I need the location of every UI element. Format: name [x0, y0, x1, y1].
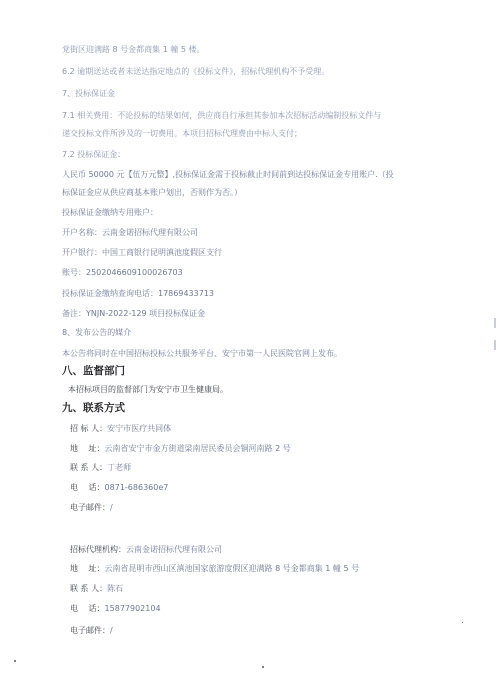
account-name: 开户名称：云南金诺招标代理有限公司: [62, 228, 198, 237]
agency-contact-row: [70, 583, 123, 594]
tenderer-email-row: [70, 502, 113, 513]
section-title: 八、监督部门: [62, 365, 125, 377]
field-label: 地 址：: [70, 564, 105, 573]
field-value: 15877902104: [104, 604, 161, 613]
text-line: 6.2 逾期送达或者未送达指定地点的《投标文件》，招标代理机构不予受理。: [62, 67, 330, 76]
field-label: 电 话：: [70, 483, 105, 492]
agency-row: [70, 544, 222, 555]
query-phone: 投标保证金缴纳查询电话：17869433713: [62, 289, 214, 298]
account-bank: 开户银行：中国工商银行昆明滇池度假区支行: [62, 248, 222, 257]
field-label: 联 系 人：: [70, 463, 108, 472]
field-value: 安宁市医疗共同体: [107, 424, 172, 433]
field-label: 招 标 人：: [70, 424, 108, 433]
field-value: 云南金诺招标代理有限公司: [126, 545, 222, 554]
text-line: 人民币 50000 元【伍万元整】,投标保证金需于投标截止时间前到达投标保证金专用账户.（投: [62, 170, 394, 179]
tenderer-contact-row: [70, 462, 131, 473]
field-label: 联 系 人：: [70, 584, 108, 593]
remark: 备注：YNJN-2022-129 项目投标保证金: [62, 309, 206, 318]
text-line: 标保证金应从供应商基本账户划出，否则作为否。）: [62, 188, 242, 197]
field-value: 丁老师: [107, 463, 132, 472]
section-body: 本招标项目的监督部门为安宁市卫生健康局。: [68, 385, 228, 394]
text-line: 党街区迎满路 8 号金都商集 1 幢 5 楼。: [62, 45, 205, 54]
agency-address-row: [70, 563, 359, 574]
section-heading: 7.2 投标保证金：: [62, 150, 126, 159]
agency-email-row: [70, 625, 113, 636]
text-line: 递交投标文件所涉及的一切费用。本项目招标代理费由中标人支付；: [62, 129, 302, 138]
scan-speck: [14, 660, 16, 662]
field-label: 电 话：: [70, 604, 105, 613]
tenderer-address-row: [70, 443, 291, 454]
section-heading: 8、发布公告的媒介: [62, 328, 132, 337]
scan-speck: [262, 666, 264, 668]
scan-speck: [462, 622, 463, 623]
text-line: 投标保证金缴纳专用账户：: [62, 208, 158, 217]
tenderer-phone-row: [70, 482, 168, 493]
field-value: 陈石: [107, 584, 124, 593]
field-label: 电子邮件：: [70, 626, 110, 635]
field-value: 云南省安宁市金方街道梁南居民委员会铜河南路 2 号: [104, 444, 291, 453]
text-line: 7.1 相关费用：不论投标的结果如何，供应商自行承担其参加本次招标活动编制投标文件与: [62, 111, 382, 120]
scan-edge-mark: [494, 340, 496, 350]
field-value: /: [110, 626, 113, 635]
account-number: 账号：2502046609100026703: [62, 268, 183, 277]
agency-phone-row: [70, 603, 161, 614]
field-label: 地 址：: [70, 444, 105, 453]
scan-edge-mark: [494, 318, 496, 328]
section-heading: 7、投标保证金: [62, 89, 116, 98]
section-title: 九、联系方式: [62, 402, 125, 414]
text-line: 本公告将同时在中国招标投标公共服务平台、安宁市第一人民医院官网上发布。: [62, 349, 342, 358]
tenderer-row: [70, 423, 171, 434]
field-value: 0871-686360e7: [104, 483, 169, 492]
field-label: 电子邮件：: [70, 503, 110, 512]
field-value: /: [110, 503, 113, 512]
field-label: 招标代理机构：: [70, 545, 126, 554]
field-value: 云南省昆明市西山区滇池国家旅游度假区迎满路 8 号金都商集 1 幢 5 号: [104, 564, 360, 573]
